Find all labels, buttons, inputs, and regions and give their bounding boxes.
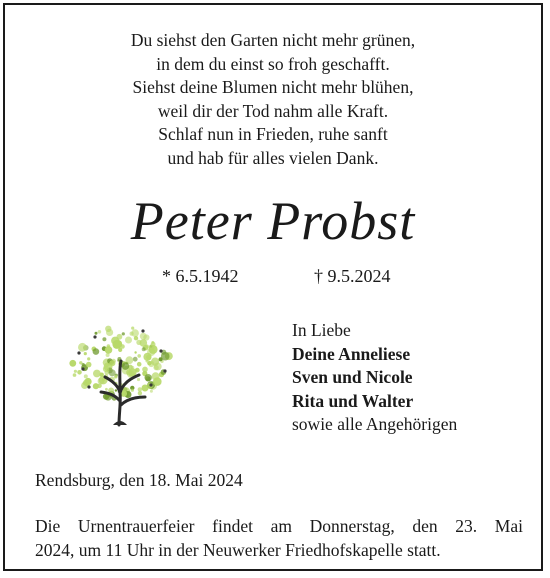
poem [5, 29, 541, 170]
family-closing: sowie alle Angehörigen [292, 414, 458, 434]
poem-line: weil dir der Tod nahm alle Kraft. [157, 100, 389, 121]
family-signature [292, 319, 457, 437]
family-name: Sven und Nicole [292, 367, 413, 387]
deceased-name: Peter Probst [130, 191, 416, 251]
poem-line: Du siehst den Garten nicht mehr grünen, [130, 30, 416, 50]
tree-of-life-icon [65, 317, 177, 429]
notice-word: Die [35, 516, 61, 536]
notice-word: Donnerstag, [309, 516, 395, 536]
notice-word: am [270, 516, 293, 536]
notice-word: 23. [455, 516, 478, 536]
obituary-frame [3, 3, 543, 571]
family-name: Deine Anneliese [292, 343, 411, 364]
poem-line: und hab für alles vielen Dank. [167, 147, 379, 168]
family-intro: In Liebe [292, 320, 351, 340]
notice-line-1 [35, 515, 523, 539]
notice-word: findet [212, 516, 253, 536]
notice-line-2: 2024, um 11 Uhr in der Neuwerker Friedhofskapelle statt. [35, 539, 441, 560]
notice-word: den [412, 516, 438, 536]
death-date: † 9.5.2024 [314, 266, 391, 286]
notice-word: Urnentrauerfeier [77, 516, 195, 536]
poem-line: Siehst deine Blumen nicht mehr blühen, [132, 77, 414, 97]
notice-word: Mai [494, 516, 523, 536]
poem-line: in dem du einst so froh geschafft. [156, 53, 390, 74]
birth-date: * 6.5.1942 [162, 266, 239, 286]
place-date: Rendsburg, den 18. Mai 2024 [35, 470, 243, 490]
funeral-notice [35, 515, 523, 562]
family-name: Rita und Walter [292, 390, 414, 411]
poem-line: Schlaf nun in Frieden, ruhe sanft [158, 124, 388, 144]
